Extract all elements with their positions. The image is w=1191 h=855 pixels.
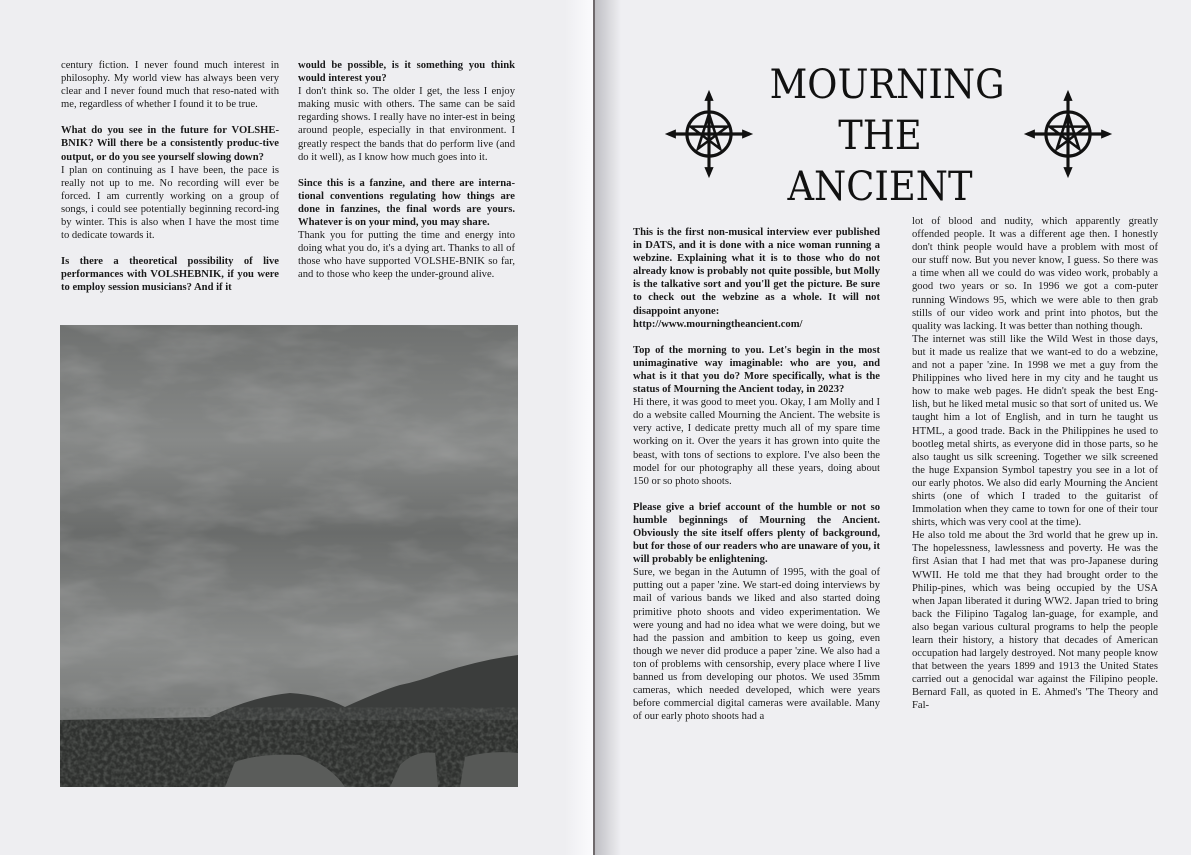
interview-question: Please give a brief account of the humble or not so humble beginnings of Mourning the Ancient. Obviously the site itself offers plenty of background, but for those of our readers who are unaware of you, it will probably be enlightening. <box>633 501 880 566</box>
title-line-3: ANCIENT <box>787 164 973 210</box>
title-line-2: THE <box>838 113 922 159</box>
answer-paragraph: Thank you for putting the time and energy into doing what you do, it's a dying art. Thanks to all of those who have supported VOLSHE-BNIK so far, and to those who keep the under-ground alive. <box>298 230 515 281</box>
interview-question: Top of the morning to you. Let's begin in the most unimaginative way imaginable: who are you, and what is it that you do? More specifically, what is the status of Mourning the Ancient today, in 2023? <box>633 344 880 396</box>
article-title <box>769 60 1005 213</box>
landscape-photo-illustration <box>60 325 518 787</box>
answer-paragraph: I plan on continuing as I have been, the pace is really not up to me. No recording will ever be forced. I am currently working on a group of songs, i could see potentially beginning record-ing by winter. This is also when I have the most time to dedicate towards it. <box>61 164 279 242</box>
website-url: http://www.mourningtheancient.com/ <box>633 318 803 330</box>
left-page <box>0 0 593 855</box>
interview-question: would be possible, is it something you think would interest you? <box>298 60 515 85</box>
answer-paragraph: The internet was still like the Wild West in those days, but it made us realize that we want-ed to do a webzine, and not a paper 'zine. In 1998 we met a guy from the Philippines who lived here in my city and he taught us how to make web pages. He didn't speak the best Eng-lish, but he liked metal music so that sort of united us. We taught him a lot of English, and in turn he taught us HTML, a good trade. Back in the Philippines he used to bootleg metal shirts, as everyone did in those parts, so he also taught us silk screening. Together we silk screened the huge Expansion Symbol tapestry you see in a lot of our early photos. We also did early Mourning the Ancient shirts (one of which I traded to the guitarist of Immolation when they came to town for one of their tour shirts, which was very cool at the time). <box>912 333 1158 529</box>
answer-paragraph: Sure, we began in the Autumn of 1995, with the goal of putting out a paper 'zine. We start-ed doing interviews by mail of various bands we liked and also started doing primitive photo shoots and video experimentation. We were young and had no idea what we were doing, but we had the passion and ambition to keep us going, even though we never did produce a paper 'zine. We also had a ton of problems with censorship, every place where I live banned us from developing our photos. We used 35mm cameras, which needed developed, which were years before commercial digital cameras were available. Many of our early photo shoots had a <box>633 567 880 723</box>
answer-paragraph: lot of blood and nudity, which apparently greatly offended people. It was a different age then. I honestly don't think people would have a problem with most of our stuff now. But you never know, I guess. So there was a time when all we could do was video work, probably a good two years or so. In 1996 we got a com-puter running Windows 95, which we were able to then grab stills of our video work and print into photos, but the quality was lacking. It was better than nothing though. <box>912 216 1158 332</box>
right-page-column-2 <box>912 215 1158 713</box>
right-page-column-1 <box>633 226 880 723</box>
interview-question: Is there a theoretical possibility of live performances with VOLSHEBNIK, if you were to employ session musicians? And if it <box>61 256 279 294</box>
landscape-photo <box>60 325 518 787</box>
pentagram-cross-icon <box>663 88 755 180</box>
left-page-column-2 <box>298 59 515 282</box>
interview-question: What do you see in the future for VOLSHE-BNIK? Will there be a consistently produc-tive output, or do you see yourself slowing down? <box>61 125 279 163</box>
left-page-column-1 <box>61 59 279 295</box>
title-line-1: MOURNING <box>769 62 1005 108</box>
intro-paragraph: This is the first non-musical interview ever published in DATS, and it is done with a nice woman running a webzine. Explaining what it is to those who do not already know is probably not quite possible, but Molly is the talkative sort and you'll get the picture. Be sure to check out the webzine as a whole. It will not disappoint anyone: <box>633 227 880 317</box>
answer-paragraph: century fiction. I never found much interest in philosophy. My world view has always been very clear and I never found much that reso-nated with me, regardless of whether I found it to be true. <box>61 60 279 111</box>
pentagram-cross-icon <box>1022 88 1114 180</box>
boulder <box>460 752 518 787</box>
interview-question: Since this is a fanzine, and there are interna-tional conventions regulating how things are done in fanzines, the final words are yours. Whatever is on your mind, you may share. <box>298 177 515 229</box>
clouds <box>60 325 518 685</box>
answer-paragraph: He also told me about the 3rd world that he grew up in. The hopelessness, lawlessness and poverty. He was the first Asian that I had met that was pro-Japanese during WWII. He told me that they had brought order to the Philip-pines, which was being occupied by the USA when Japan liberated it during WW2. Japan tried to bring back the Filipino Tagalog lan-guage, for example, and also began various cultural programs to help the people learn their history, a history that decades of American occupation had largely destroyed. Not many people know that between the years 1899 and 1913 the United States carried out a genocidal war against the Filipino people. Bernard Fall, as quoted in E. Ahmed's 'The Theory and Fal- <box>912 530 1158 712</box>
answer-paragraph: Hi there, it was good to meet you. Okay, I am Molly and I do a website called Mourning the Ancient. The website is very active, I dedicate pretty much all of my spare time working on it. Over the years it has grown into quite the beast, with tons of sections to explore. I've also been the model for our photography all these years, doing about 150 or so photo shoots. <box>633 397 880 487</box>
answer-paragraph: I don't think so. The older I get, the less I enjoy making music with others. The same can be said regarding shows. I really have no inter-est in being around people, especially in that environment. I greatly respect the bands that do perform live (and do it well), as I know how much goes into it. <box>298 86 515 163</box>
